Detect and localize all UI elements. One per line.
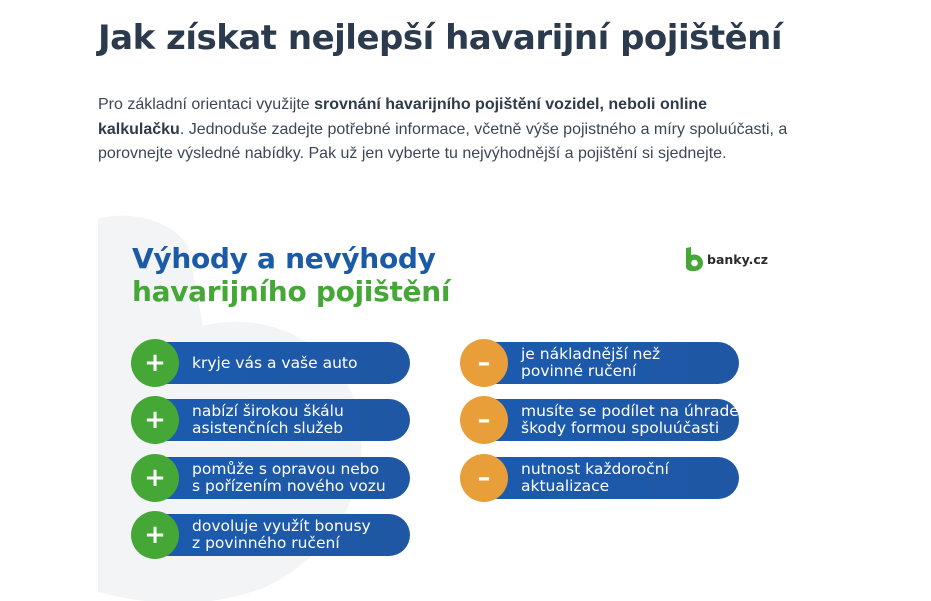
minus-icon: – [460, 396, 508, 444]
con-text: musíte se podílet na úhradě škody formou spoluúčasti [521, 402, 739, 437]
brand-name: banky.cz [707, 251, 769, 267]
intro-suffix: . Jednoduše zadejte potřebné informace, včetně výše pojistného a míry spoluúčasti, a porovnejte výsledné nabídky. Pak už jen vyberte tu nejvýhodnější a pojištění si sjednejte. [98, 120, 788, 162]
pro-item [98, 457, 443, 499]
plus-icon: + [131, 396, 179, 444]
infographic-title-line1: Výhody a nevýhody [132, 242, 436, 275]
pro-item [98, 399, 443, 441]
plus-icon: + [131, 339, 179, 387]
infographic-title [132, 242, 450, 308]
pro-text: dovoluje využít bonusy z povinného ručení [192, 517, 371, 552]
intro-paragraph [98, 93, 788, 167]
pro-text: pomůže s opravou nebo s pořízením nového vozu [192, 460, 386, 495]
plus-icon: + [131, 511, 179, 559]
pro-item [98, 514, 443, 556]
pro-text: kryje vás a vaše auto [192, 353, 358, 372]
page-title: Jak získat nejlepší havarijní pojištění [98, 18, 783, 58]
plus-icon: + [131, 454, 179, 502]
con-text: nutnost každoroční aktualizace [521, 460, 669, 495]
con-item [427, 457, 772, 499]
con-item [427, 399, 772, 441]
brand-logo [683, 246, 768, 272]
banky-logo-icon [683, 246, 705, 272]
intro-bold-link-text: srovnání havarijního pojištění vozidel, neboli online kalkulačku [98, 96, 708, 138]
infographic-title-line2: havarijního pojištění [132, 275, 451, 308]
con-text: je nákladnější než povinné ručení [521, 345, 661, 380]
con-item [427, 342, 772, 384]
minus-icon: – [460, 454, 508, 502]
pro-text: nabízí širokou škálu asistenčních služeb [192, 402, 344, 437]
pro-item [98, 342, 443, 384]
pros-cons-infographic [98, 206, 788, 601]
intro-prefix: Pro základní orientaci využijte [98, 96, 315, 113]
minus-icon: – [460, 339, 508, 387]
